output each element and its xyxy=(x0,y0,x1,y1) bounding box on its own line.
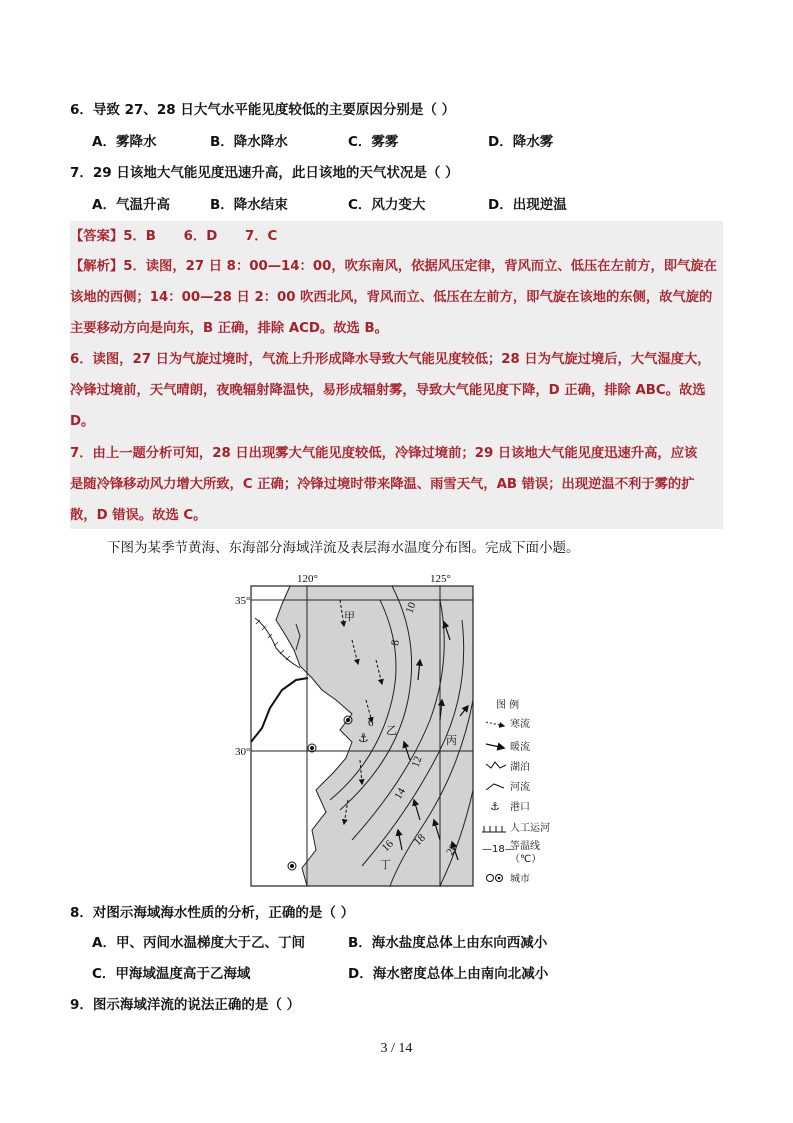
question-8-stem: 8．对图示海域海水性质的分析，正确的是（ ） xyxy=(70,905,355,921)
lake-icon xyxy=(486,762,506,768)
region-label-ding: 丁 xyxy=(380,858,391,871)
legend-isotherm-sample: —18— xyxy=(482,844,515,855)
region-label-bing: 丙 xyxy=(446,734,457,747)
question-7-stem: 7．29 日该地大气能见度迅速升高，此日该地的天气状况是（ ） xyxy=(70,165,459,181)
q8-option-c: C．甲海域温度高于乙海域 xyxy=(92,966,251,982)
analysis-q7-line-1: 7．由上一题分析可知，28 日出现雾大气能见度较低，冷锋过境前；29 日该地大气能见度迅速升高，应该 xyxy=(70,446,698,461)
q6-option-b: B．降水降水 xyxy=(210,134,288,150)
q6-option-a: A．雾降水 xyxy=(92,134,157,150)
analysis-q5-text-1: 5．读图，27 日 8：00—14：00，吹东南风，依据风压定律，背风而立、低压在左前方，即气旋在 xyxy=(123,259,717,274)
river-icon xyxy=(486,784,504,790)
lat-label-30: 30° xyxy=(235,746,251,758)
lon-label-120: 120° xyxy=(297,573,318,585)
anchor-icon: ⚓ xyxy=(490,800,500,813)
map-legend xyxy=(482,698,550,885)
legend-cold-current: 寒流 xyxy=(510,719,530,730)
isotherm-label-14: 14 xyxy=(392,785,409,802)
port-icon: ⚓ xyxy=(358,731,369,745)
q8-option-b: B．海水盐度总体上由东向西减小 xyxy=(348,935,548,951)
isotherm-label-12: 12 xyxy=(409,754,425,770)
lon-label-125: 125° xyxy=(430,573,451,585)
legend-canal: 人工运河 xyxy=(510,823,550,834)
legend-river: 河流 xyxy=(510,782,530,793)
q8-option-a: A．甲、丙间水温梯度大于乙、丁间 xyxy=(92,935,305,951)
q7-option-d: D．出现逆温 xyxy=(488,197,567,213)
analysis-q7-line-2: 是随冷锋移动风力增大所致，C 正确；冷锋过境时带来降温、雨雪天气，AB 错误；出现逆温不利于雾的扩 xyxy=(70,477,695,492)
isotherm-label-16: 16 xyxy=(379,837,396,855)
legend-isotherm: 等温线 xyxy=(510,841,540,852)
question-9-stem: 9．图示海域洋流的说法正确的是（ ） xyxy=(70,997,301,1013)
q8-option-d: D．海水密度总体上由南向北减小 xyxy=(348,966,549,982)
legend-title: 图 例 xyxy=(496,700,520,711)
canal-icon xyxy=(482,826,506,832)
q6-option-c: C．雾雾 xyxy=(348,134,399,150)
analysis-q6-line-3: D。 xyxy=(70,414,95,429)
analysis-q5-line-2: 该地的西侧；14：00—28 日 2：00 吹西北风，背风而立、低压在左前方，即气旋在该地的东侧，故气旋的 xyxy=(70,290,713,305)
legend-port: 港口 xyxy=(510,802,530,813)
isotherm-label-18: 18 xyxy=(411,831,428,849)
q7-option-b: B．降水结束 xyxy=(210,197,288,213)
isotherm-label-20: 20 xyxy=(444,841,461,858)
q7-option-a: A．气温升高 xyxy=(92,197,170,213)
analysis-q6-line-1: 6．读图，27 日为气旋过境时，气流上升形成降水导致大气能见度较低；28 日为气旋过境后，大气湿度大， xyxy=(70,352,711,367)
isotherm-label-10: 10 xyxy=(403,600,419,616)
legend-city: 城市 xyxy=(510,874,530,885)
legend-lake: 湖泊 xyxy=(510,762,530,773)
answer-label: 【答案】 xyxy=(70,229,124,244)
isotherm-label-6: 6 xyxy=(368,717,374,729)
analysis-label: 【解析】 xyxy=(70,259,124,274)
q6-option-d: D．降水雾 xyxy=(488,134,554,150)
page-number: 3 / 14 xyxy=(380,1041,413,1056)
analysis-q7-line-3: 散，D 错误。故选 C。 xyxy=(70,508,207,523)
question-6-stem: 6．导致 27、28 日大气水平能见度较低的主要原因分别是（ ） xyxy=(70,102,456,118)
isotherm-label-8: 8 xyxy=(389,639,402,647)
answer-value: 5．B 6．D 7．C xyxy=(123,229,278,244)
region-label-yi: 乙 xyxy=(386,724,397,737)
region-label-jia: 甲 xyxy=(344,610,355,623)
lat-label-35: 35° xyxy=(235,595,251,607)
analysis-q5-line-3: 主要移动方向是向东，B 正确，排除 ACD。故选 B。 xyxy=(70,321,388,336)
legend-warm-current: 暖流 xyxy=(510,742,530,753)
map-intro-text: 下图为某季节黄海、东海部分海域洋流及表层海水温度分布图。完成下面小题。 xyxy=(107,540,580,556)
legend-isotherm-unit: （℃） xyxy=(510,854,542,865)
analysis-q6-line-2: 冷锋过境前，天气晴朗，夜晚辐射降温快，易形成辐射雾，导致大气能见度下降，D 正确，排除 ABC。故选 xyxy=(70,383,706,398)
q7-option-c: C．风力变大 xyxy=(348,197,426,213)
